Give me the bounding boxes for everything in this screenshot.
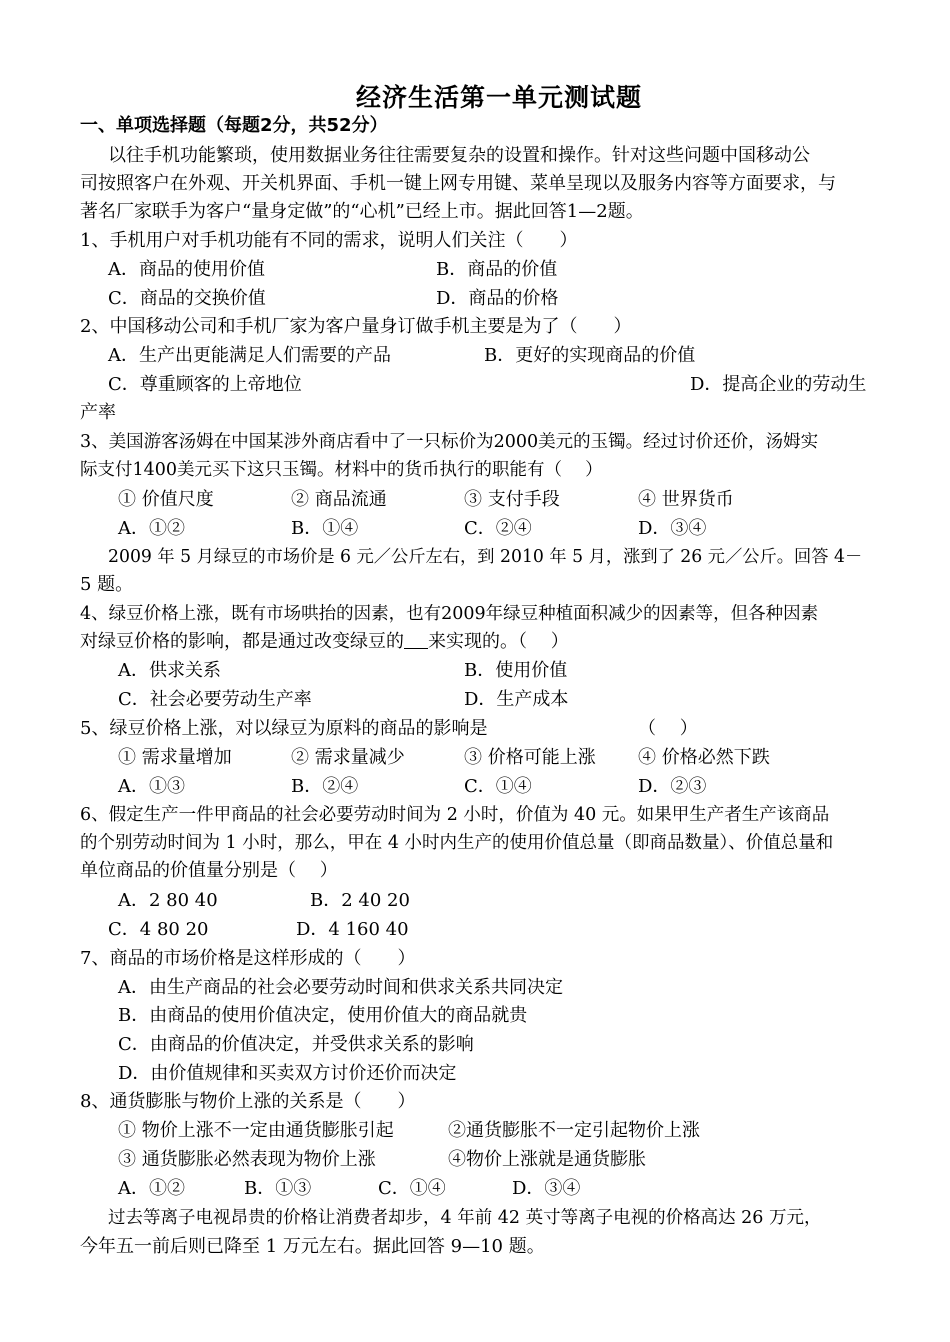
question-5-stem: 5、绿豆价格上涨，对以绿豆为原料的商品的影响是 [80, 718, 488, 739]
material-text: 过去等离子电视昂贵的价格让消费者却步，4 年前 42 英寸等离子电视的价格高达 26 万元， [108, 1208, 822, 1228]
option-d: D．商品的价格 [436, 288, 559, 309]
option-b: B．使用价值 [464, 660, 568, 681]
material-text: 2009 年 5 月绿豆的市场价是 6 元／公斤左右，到 2010 年 5 月，涨到了 26 元／公斤。回答 4－ [108, 547, 863, 567]
option-b: B．商品的价值 [436, 259, 558, 280]
option-a: A．商品的使用价值 [108, 259, 265, 280]
material-text: 著名厂家联手为客户“量身定做”的“心机”已经上市。据此回答1—2题。 [80, 201, 644, 222]
material-text: 今年五一前后则已降至 1 万元左右。据此回答 9—10 题。 [80, 1236, 545, 1257]
stem-text: 来实现的。（ ） [428, 631, 569, 652]
option-a: A．供求关系 [118, 660, 221, 681]
item-2: ② 商品流通 [291, 489, 387, 510]
option-a: A．生产出更能满足人们需要的产品 [108, 345, 391, 366]
option-b: B．更好的实现商品的价值 [484, 345, 696, 366]
item-4: ④ 世界货币 [638, 489, 734, 510]
question-2-stem: 2、中国移动公司和手机厂家为客户量身订做手机主要是为了（ ） [80, 316, 632, 337]
item-4: ④物价上涨就是通货膨胀 [448, 1149, 646, 1170]
option-a: A．2 80 40 [118, 890, 218, 911]
option-d: D．4 160 40 [296, 919, 409, 940]
option-b: B．①④ [291, 518, 359, 539]
question-3-stem: 际支付1400美元买下这只玉镯。材料中的货币执行的职能有（ ） [80, 460, 603, 480]
option-d: D．②③ [638, 776, 707, 797]
option-b: B．②④ [291, 776, 359, 797]
option-d: D．由价值规律和买卖双方讨价还价而决定 [118, 1063, 457, 1084]
item-1: ① 价值尺度 [118, 489, 214, 510]
option-d-continued: 产率 [80, 402, 116, 423]
answer-blank [404, 630, 428, 649]
section-heading: 一、单项选择题（每题2分，共52分） [80, 115, 388, 136]
option-b: B．2 40 20 [310, 890, 410, 911]
item-3: ③ 支付手段 [464, 489, 560, 510]
page-title: 经济生活第一单元测试题 [355, 83, 642, 112]
option-a: A．①③ [118, 776, 185, 797]
option-d: D．生产成本 [464, 689, 569, 710]
item-1: ① 物价上涨不一定由通货膨胀引起 [118, 1120, 394, 1141]
answer-paren: （ ） [638, 718, 698, 739]
option-c: C．商品的交换价值 [108, 288, 266, 309]
question-8-stem: 8、通货膨胀与物价上涨的关系是（ ） [80, 1091, 416, 1112]
material-text: 5 题。 [80, 574, 134, 595]
question-4-stem: 4、绿豆价格上涨，既有市场哄抬的因素，也有2009年绿豆种植面积减少的因素等，但各种因素 [80, 604, 819, 624]
option-c: C．②④ [464, 518, 532, 539]
option-a: A．①② [118, 1178, 185, 1199]
item-2: ② 需求量减少 [291, 747, 405, 768]
option-b: B．由商品的使用价值决定，使用价值大的商品就贵 [118, 1005, 528, 1026]
question-7-stem: 7、商品的市场价格是这样形成的（ ） [80, 948, 416, 969]
question-1-stem: 1、手机用户对手机功能有不同的需求，说明人们关注（ ） [80, 230, 578, 251]
question-6-stem: 单位商品的价值量分别是（ ） [80, 860, 338, 881]
option-c: C．社会必要劳动生产率 [118, 689, 312, 710]
question-4-stem [80, 628, 569, 656]
option-d: D．提高企业的劳动生 [690, 374, 867, 395]
option-c: C．由商品的价值决定，并受供求关系的影响 [118, 1034, 474, 1055]
option-c: C．①④ [378, 1178, 446, 1199]
item-2: ②通货膨胀不一定引起物价上涨 [448, 1120, 700, 1141]
item-3: ③ 通货膨胀必然表现为物价上涨 [118, 1149, 376, 1170]
option-c: C．尊重顾客的上帝地位 [108, 374, 302, 395]
option-d: D．③④ [512, 1178, 581, 1199]
question-6-stem: 的个别劳动时间为 1 小时，那么，甲在 4 小时内生产的使用价值总量（即商品数量）、价值总量和 [80, 833, 834, 853]
option-d: D．③④ [638, 518, 707, 539]
question-6-stem: 6、假定生产一件甲商品的社会必要劳动时间为 2 小时，价值为 40 元。如果甲生产者生产该商品 [80, 805, 830, 825]
option-c: C．4 80 20 [108, 919, 209, 940]
item-1: ① 需求量增加 [118, 747, 232, 768]
material-text: 司按照客户在外观、开关机界面、手机一键上网专用键、菜单呈现以及服务内容等方面要求，与 [80, 173, 836, 194]
question-3-stem: 3、美国游客汤姆在中国某涉外商店看中了一只标价为2000美元的玉镯。经过讨价还价，汤姆实 [80, 432, 819, 452]
option-b: B．①③ [244, 1178, 312, 1199]
option-a: A．①② [118, 518, 185, 539]
material-text: 以往手机功能繁琐，使用数据业务往往需要复杂的设置和操作。针对这些问题中国移动公 [108, 145, 810, 166]
option-a: A．由生产商品的社会必要劳动时间和供求关系共同决定 [118, 977, 563, 998]
item-4: ④ 价格必然下跌 [638, 747, 770, 768]
option-c: C．①④ [464, 776, 532, 797]
item-3: ③ 价格可能上涨 [464, 747, 596, 768]
stem-text: 对绿豆价格的影响，都是通过改变绿豆的 [80, 631, 404, 652]
